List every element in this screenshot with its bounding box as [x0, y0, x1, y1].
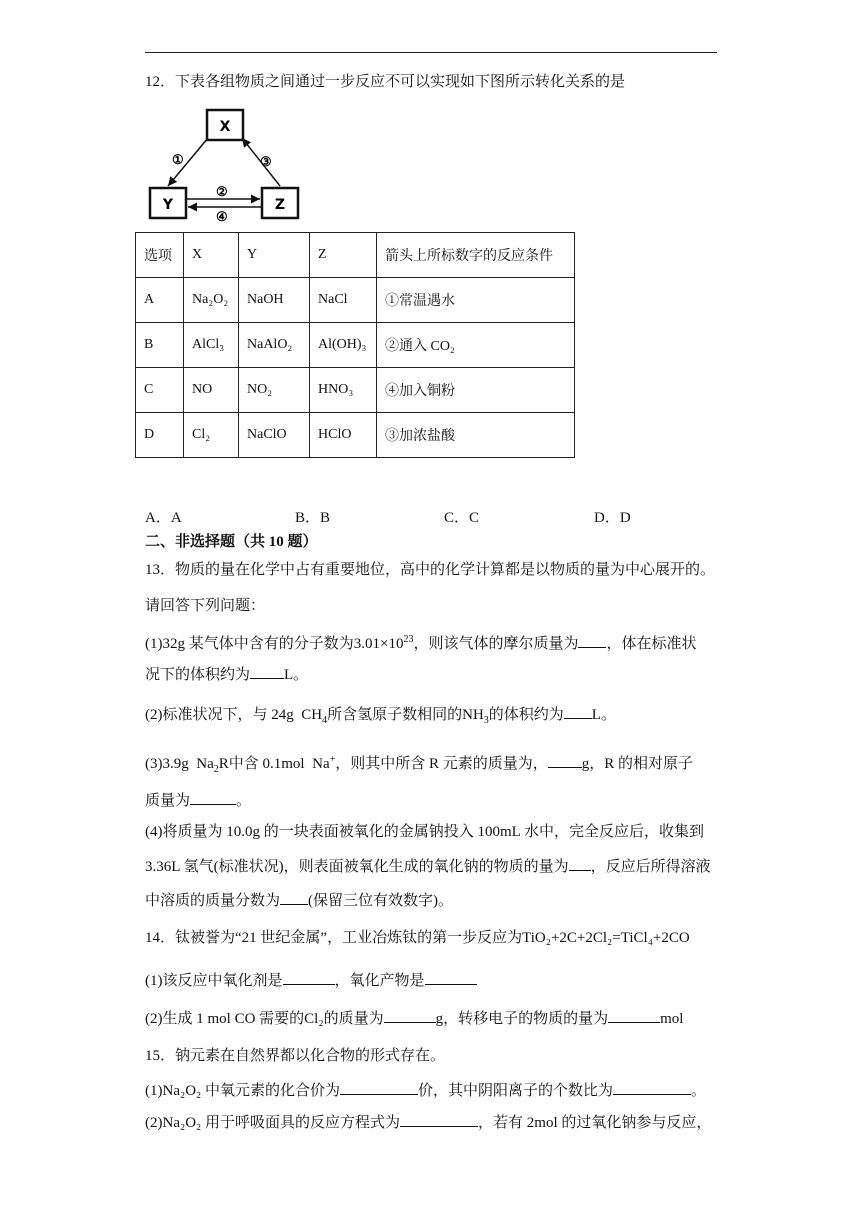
- text: (保留三位有效数字)。: [308, 893, 454, 909]
- q13-part4-line3: [145, 890, 453, 911]
- text: R: [218, 756, 229, 772]
- table-cell: NO: [184, 368, 239, 413]
- answer-blank[interactable]: [564, 704, 592, 719]
- table-cell: NaOH: [239, 278, 310, 323]
- table-row: [136, 323, 575, 368]
- text: 价，其中阴阳离子的个数比为: [418, 1083, 614, 1099]
- table-cell: Al(OH)₃: [310, 323, 377, 368]
- label-y: Y: [162, 197, 174, 213]
- label-c3: ③: [260, 154, 272, 169]
- section-heading: 二、非选择题（共 10 题）: [145, 534, 318, 550]
- table-cell: X: [184, 233, 239, 278]
- answer-blank[interactable]: [569, 856, 591, 871]
- subscript: 2: [213, 764, 219, 775]
- answer-blank[interactable]: [613, 1080, 691, 1095]
- table-cell: Na₂O₂: [184, 278, 239, 323]
- choice-b[interactable]: B．B: [295, 510, 331, 526]
- choice-a[interactable]: A．A: [145, 510, 182, 526]
- formula-ch4: CH: [301, 707, 323, 723]
- subscript: 3: [483, 715, 489, 726]
- text: ，则该气体的摩尔质量为: [413, 636, 579, 652]
- table-cell: HClO: [310, 413, 377, 458]
- q13-intro1: 13．物质的量在化学中占有重要地位，高中的化学计算都是以物质的量为中心展开的。: [145, 562, 716, 578]
- answer-blank[interactable]: [190, 790, 236, 805]
- text: L。: [284, 667, 309, 683]
- formula-cl2: Cl₂: [304, 1011, 324, 1027]
- table-cell: AlCl₃: [184, 323, 239, 368]
- table-cell: Y: [239, 233, 310, 278]
- table-row: [136, 278, 575, 323]
- table-row: [136, 413, 575, 458]
- formula-na2r: Na: [196, 756, 214, 772]
- answer-blank[interactable]: [340, 1080, 418, 1095]
- header-rule: [145, 52, 717, 53]
- table-cell: B: [136, 323, 184, 368]
- label-x: X: [219, 119, 231, 135]
- answer-blank[interactable]: [425, 970, 477, 985]
- text: ，体在标准状: [606, 636, 697, 652]
- text: mol: [660, 1011, 684, 1027]
- table-cell: NaClO: [239, 413, 310, 458]
- answer-blank[interactable]: [384, 1008, 436, 1023]
- answer-blank[interactable]: [283, 970, 335, 985]
- text: ，氧化产物是: [334, 973, 425, 989]
- table-cell: Z: [310, 233, 377, 278]
- table-cell: D: [136, 413, 184, 458]
- text: 14．钛被誉为“21 世纪金属”，工业冶炼钛的第一步反应为: [145, 930, 523, 946]
- table-cell: Cl₂: [184, 413, 239, 458]
- text: 。: [691, 1083, 707, 1099]
- answer-blank[interactable]: [280, 890, 308, 905]
- table-row: [136, 368, 575, 413]
- text: ，则其中所含 R 元素的质量为，: [335, 756, 548, 772]
- label-c1: ①: [172, 152, 184, 167]
- options-table: [135, 232, 575, 458]
- answer-blank[interactable]: [548, 753, 582, 768]
- table-cell: NaCl: [310, 278, 377, 323]
- table-cell: C: [136, 368, 184, 413]
- table-cell: NaAlO₂: [239, 323, 310, 368]
- table-cell: HNO₃: [310, 368, 377, 413]
- text: (2)生成 1 mol CO 需要的: [145, 1011, 305, 1027]
- text: g，R 的相对原子: [581, 756, 694, 772]
- text: (2)Na₂O₂ 用于呼吸面具的反应方程式为: [145, 1115, 401, 1131]
- table-cell: 选项: [136, 233, 184, 278]
- text: (1)Na₂O₂ 中氧元素的化合价为: [145, 1083, 341, 1099]
- q13-part3-line1: [145, 750, 693, 780]
- table-cell: 箭头上所标数字的反应条件: [377, 233, 575, 278]
- formula-na: Na: [312, 756, 330, 772]
- table-cell: A: [136, 278, 184, 323]
- text: (2)标准状况下，与 24g: [145, 707, 294, 723]
- text: ，反应后所得溶液: [590, 859, 711, 875]
- text: (3)3.9g: [145, 756, 189, 772]
- text: (1)该反应中氧化剂是: [145, 973, 283, 989]
- text: L。: [591, 707, 616, 723]
- q12-stem: 12．下表各组物质之间通过一步反应不可以实现如下图所示转化关系的是: [145, 74, 626, 90]
- q13-part1-line1: [145, 630, 697, 654]
- text: 的质量为: [323, 1011, 384, 1027]
- q15-part2: [145, 1112, 711, 1133]
- q14-intro: [145, 928, 690, 948]
- text: 况下的体积约为: [145, 667, 251, 683]
- choice-d[interactable]: D．D: [594, 510, 631, 526]
- label-c4: ④: [216, 209, 228, 224]
- table-cell: ④加入铜粉: [377, 368, 575, 413]
- text: 中溶质的质量分数为: [145, 893, 281, 909]
- number: 3.01×10: [353, 636, 404, 652]
- superscript: +: [329, 754, 336, 765]
- equation: TiO₂+2C+2Cl₂=TiCl₄+2CO: [522, 930, 690, 946]
- q13-part4-line1: (4)将质量为 10.0g 的一块表面被氧化的金属钠投入 100mL 水中，完全反应后，收集到: [145, 824, 705, 840]
- formula-nh3: NH: [462, 707, 484, 723]
- table-header-row: [136, 233, 575, 278]
- text: 中含 0.1mol: [228, 756, 305, 772]
- q13-part1-line2: [145, 664, 308, 685]
- answer-blank[interactable]: [608, 1008, 660, 1023]
- label-z: Z: [274, 197, 286, 213]
- q14-part1: [145, 970, 477, 991]
- text: (1)32g 某气体中含有的分子数为: [145, 636, 354, 652]
- text: 3.36L 氢气(标准状况)，则表面被氧化生成的氧化钠的物质的量为: [145, 859, 569, 875]
- text: 所含氢原子数相同的: [327, 707, 463, 723]
- q13-intro2: 请回答下列问题：: [145, 598, 266, 614]
- text: ，若有 2mol 的过氧化钠参与反应，: [478, 1115, 712, 1131]
- text: 质量为: [145, 793, 191, 809]
- q13-part4-line2: [145, 856, 711, 877]
- exponent: 23: [403, 634, 414, 645]
- table-cell: ②通入 CO₂: [377, 323, 575, 368]
- table-cell: ①常温遇水: [377, 278, 575, 323]
- answer-blank[interactable]: [400, 1112, 478, 1127]
- text: 。: [236, 793, 252, 809]
- subscript: 4: [322, 715, 328, 726]
- text: g，转移电子的物质的量为: [435, 1011, 609, 1027]
- q14-part2: [145, 1008, 683, 1029]
- q13-part3-line2: [145, 790, 251, 811]
- choice-c[interactable]: C．C: [444, 510, 480, 526]
- table-cell: ③加浓盐酸: [377, 413, 575, 458]
- table-cell: NO₂: [239, 368, 310, 413]
- q13-part2: [145, 704, 616, 731]
- conversion-diagram: [146, 108, 306, 226]
- label-c2: ②: [216, 184, 228, 199]
- answer-blank[interactable]: [250, 664, 284, 679]
- text: 的体积约为: [488, 707, 564, 723]
- answer-blank[interactable]: [578, 633, 606, 648]
- q15-part1: [145, 1080, 706, 1101]
- q15-intro: 15．钠元素在自然界都以化合物的形式存在。: [145, 1048, 446, 1064]
